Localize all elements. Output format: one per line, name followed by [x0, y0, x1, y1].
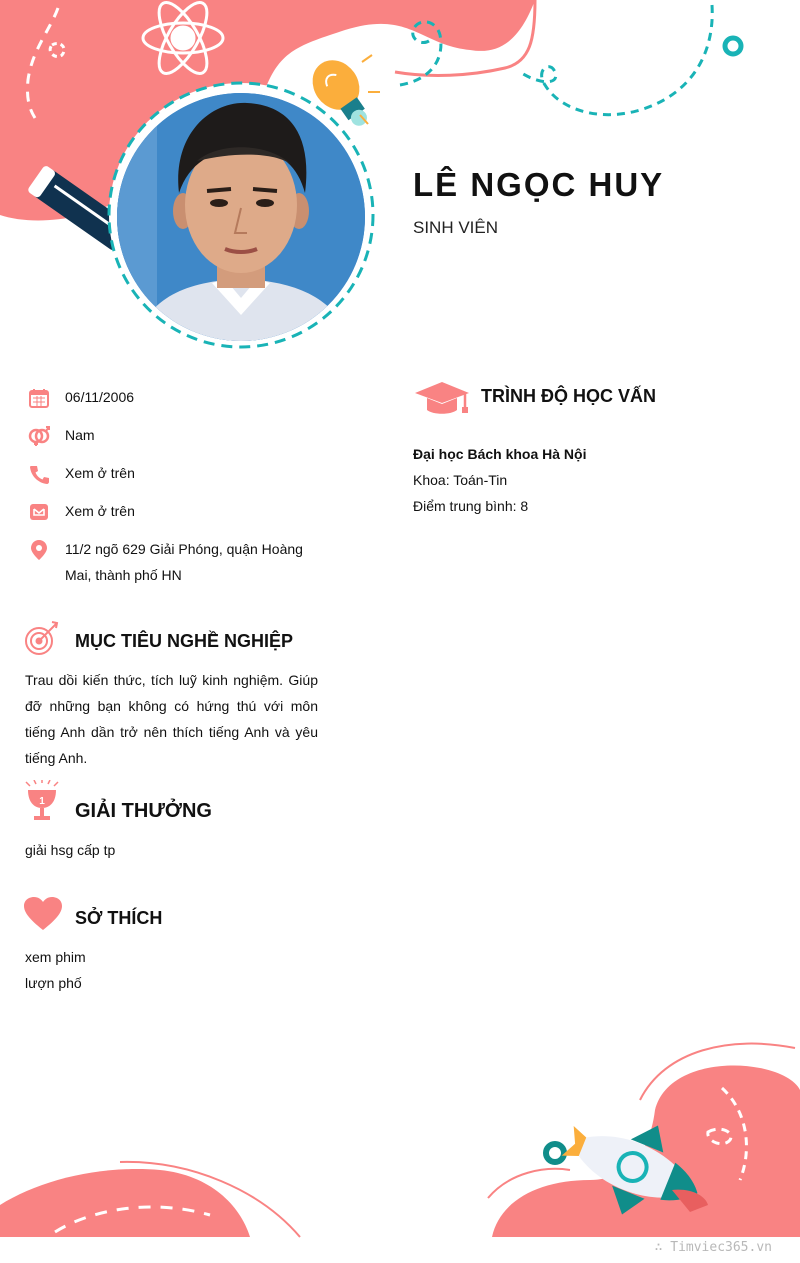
hobby-item: lượn phố: [25, 975, 82, 991]
phone-text: Xem ở trên: [65, 465, 135, 481]
target-icon: [24, 620, 60, 656]
trophy-icon: [24, 780, 60, 824]
gender-row: [28, 422, 328, 448]
phone-icon: [28, 463, 50, 485]
graduation-cap-icon: [413, 380, 471, 416]
objective-heading: MỤC TIÊU NGHỀ NGHIỆP: [75, 631, 294, 651]
education-faculty: Khoa: Toán-Tin: [413, 472, 508, 488]
location-pin-icon: [28, 539, 50, 561]
hobby-item: xem phim: [25, 949, 86, 965]
address-row: [28, 536, 328, 588]
phone-row: [28, 460, 328, 486]
awards-heading: GIẢI THƯỞNG: [75, 800, 212, 822]
email-row: [28, 498, 328, 524]
bottom-teal-ring: [546, 1144, 564, 1162]
hobbies-heading: SỞ THÍCH: [75, 908, 163, 928]
candidate-title: SINH VIÊN: [413, 218, 499, 237]
portrait-image: [117, 93, 365, 341]
watermark: ∴ Timviec365.vn: [654, 1240, 772, 1255]
candidate-name: LÊ NGỌC HUY: [413, 166, 665, 203]
heart-icon: [24, 897, 62, 931]
award-item: giải hsg cấp tp: [25, 842, 116, 858]
education-school: Đại học Bách khoa Hà Nội: [413, 446, 587, 462]
bottom-left-blob: [0, 1169, 250, 1237]
gender-icon: [28, 425, 50, 447]
objective-text: Trau dồi kiến thức, tích luỹ kinh nghiệm. Giúp đỡ những bạn không có hứng thú với môn tiếng Anh dần trở nên thích tiếng Anh và yêu tiếng Anh.: [25, 672, 318, 766]
birthdate-row: [28, 384, 328, 410]
teal-ring: [725, 38, 741, 54]
birthdate-text: 06/11/2006: [65, 389, 135, 405]
education-gpa: Điểm trung bình: 8: [413, 498, 529, 514]
gender-text: Nam: [65, 427, 95, 443]
address-text: 11/2 ngõ 629 Giải Phóng, quận Hoàng Mai, thành phố HN: [65, 541, 303, 583]
email-text: Xem ở trên: [65, 503, 135, 519]
education-heading: TRÌNH ĐỘ HỌC VẤN: [481, 386, 656, 406]
profile-photo: [117, 93, 365, 341]
email-icon: [28, 501, 50, 523]
trophy-badge-number: 1: [39, 796, 45, 807]
calendar-icon: [28, 387, 50, 409]
